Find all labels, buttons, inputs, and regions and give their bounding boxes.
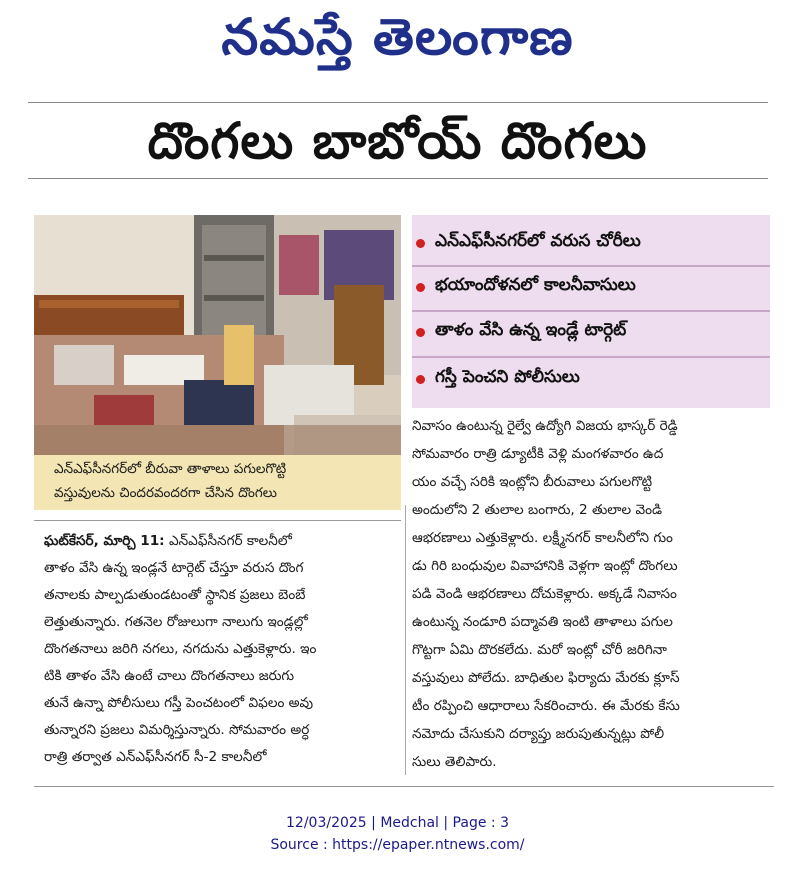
- highlight-item: [412, 363, 580, 395]
- highlight-divider: [412, 310, 770, 312]
- article-line: నమోదు చేసుకుని దర్యాప్తు జరుపుతున్నట్లు పోలీ: [412, 726, 665, 742]
- bullet-icon: [416, 283, 425, 292]
- article-line: యం వచ్చే సరికి ఇంట్లోని బీరువాలు పగులగొట్టి: [412, 474, 653, 490]
- article-line: టికి తాళం వేసి ఉంటే చాలు దొంగతనాలు జరుగు: [44, 668, 295, 684]
- article-line: సులు తెలిపారు.: [412, 754, 497, 770]
- article-line: సోమవారం రాత్రి డ్యూటీకి వెళ్లి మంగళవారం ఉద: [412, 446, 664, 462]
- highlight-text: ఎన్‌ఎఫ్‌సీనగర్‌లో వరుస చోరీలు: [435, 231, 641, 251]
- article-line: ఆభరణాలు ఎత్తుకెళ్లారు. లక్ష్మీనగర్ కాలనీలోని గుం: [412, 530, 673, 546]
- highlight-text: తాళం వేసి ఉన్న ఇండ్లే టార్గెట్: [435, 320, 627, 340]
- footer-source: Source : https://epaper.ntnews.com/: [270, 837, 525, 853]
- highlight-divider: [412, 356, 770, 358]
- article-line: గొట్టగా ఏమి దొరకలేదు. మరో ఇంట్లో చోరీ జరిగినా: [412, 642, 667, 658]
- article-line: ఉంటున్న నండూరి పద్మావతి ఇంటి తాళాలు పగుల: [412, 614, 673, 630]
- article-line: నివాసం ఉంటున్న రైల్వే ఉద్యోగి విజయ భాస్కర్ రెడ్డి: [412, 418, 678, 434]
- bullet-icon: [416, 328, 425, 337]
- article-right-column: [412, 418, 772, 778]
- article-line: [44, 533, 292, 552]
- article-line: టీం రప్పించి ఆధారాలు సేకరించారు. ఈ మేరకు కేసు: [412, 698, 680, 714]
- highlight-text: భయాందోళనలో కాలనీవాసులు: [435, 275, 636, 295]
- article-line: లెత్తుతున్నారు. గతనెల రోజులుగా నాలుగు ఇండ్లల్లో: [44, 614, 308, 630]
- headline-divider: [28, 178, 768, 179]
- dateline: ఘట్‌కేసర్, మార్చి 11:: [44, 533, 165, 549]
- article-line: తాళం వేసి ఉన్న ఇండ్లనే టార్గెట్ చేస్తూ వరుస దొంగ: [44, 560, 304, 576]
- highlight-item: [412, 227, 641, 259]
- caption-line-1: ఎన్‌ఎఫ్‌సీనగర్‌లో బీరువా తాళాలు పగులగొట్టి: [54, 461, 287, 477]
- bullet-icon: [416, 375, 425, 384]
- highlight-item: [412, 271, 636, 303]
- article-line: అందులోని 2 తులాల బంగారు, 2 తులాల వెండి: [412, 502, 663, 518]
- article-line: దొంగతనాలు జరిగి నగలు, నగదును ఎత్తుకెళ్లారు. ఇం: [44, 641, 317, 657]
- highlight-text: గస్తీ పెంచని పోలీసులు: [435, 367, 580, 387]
- masthead-logo: నమస్తే తెలంగాణ: [221, 8, 574, 66]
- highlights-box: [412, 215, 770, 408]
- highlight-divider: [412, 265, 770, 267]
- caption-line-2: వస్తువులను చిందరవందరగా చేసిన దొంగలు: [54, 485, 277, 501]
- article-line: పడి వెండి ఆభరణాలు దోచుకెళ్లారు. అక్కడే నివాసం: [412, 586, 677, 602]
- article-bottom-rule: [34, 786, 774, 787]
- column-divider: [405, 505, 406, 775]
- masthead-divider: [28, 102, 768, 103]
- article-line: తునే ఉన్నా పోలీసులు గస్తీ పెంచటంలో విఫలం అవు: [44, 695, 314, 711]
- article-line: తనాలకు పాల్పడుతుండటంతో స్థానిక ప్రజలు బెంబే: [44, 587, 306, 603]
- article-line: వస్తువులు పోలేదు. బాధితుల ఫిర్యాదు మేరకు క్లూస్: [412, 670, 680, 686]
- ransacked-room-image: [34, 215, 401, 455]
- footer-date-edition: 12/03/2025 | Medchal | Page : 3: [286, 815, 509, 831]
- news-photo: [34, 215, 401, 455]
- article-left-column: [44, 533, 399, 778]
- article-line: రాత్రి తర్వాత ఎన్‌ఎఫ్‌సీనగర్ సీ-2 కాలనీలో: [44, 749, 267, 765]
- column-divider-top: [34, 520, 401, 521]
- article-line-text: ఎన్‌ఎఫ్‌సీనగర్ కాలనీలో: [168, 533, 292, 549]
- highlight-item: [412, 316, 626, 348]
- bullet-icon: [416, 239, 425, 248]
- article-line: డు గిరి బంధువుల వివాహానికి వెళ్లగా ఇంట్లో దొంగలు: [412, 558, 678, 574]
- article-line: తున్నారని ప్రజలు విమర్శిస్తున్నారు. సోమవారం అర్ధ: [44, 722, 310, 738]
- photo-caption: [34, 455, 401, 510]
- headline: దొంగలు బాబోయ్ దొంగలు: [147, 112, 648, 170]
